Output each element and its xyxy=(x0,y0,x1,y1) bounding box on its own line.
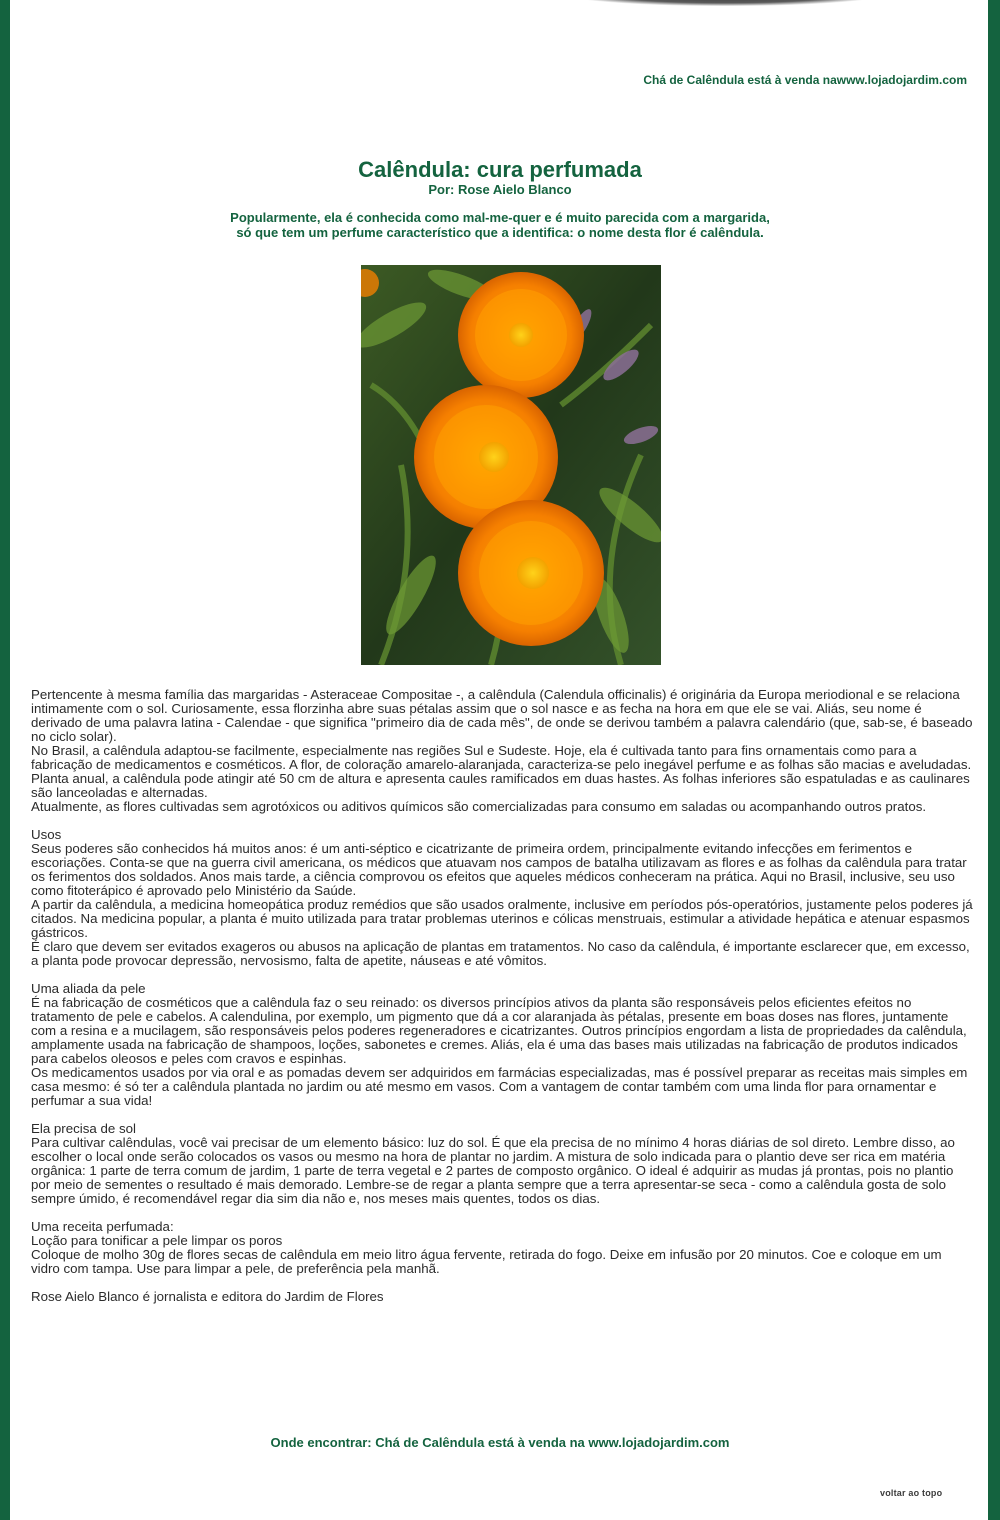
article-paragraph: Usos xyxy=(31,827,62,842)
intro-line: só que tem um perfume característico que a identifica: o nome desta flor é calêndula. xyxy=(236,225,764,240)
article-paragraph: Para cultivar calêndulas, você vai precisar de um elemento básico: luz do sol. É que ela precisa de no mínimo 4 horas diárias de sol direto. Lembre disso, ao escolher o local onde serão colocados os vasos ou mesmo na hora de plantar no jardim. A mistura de solo indicada para o plantio deve ser rica em matéria orgânica: 1 parte de terra comum de jardim, 1 parte de terra vegetal e 2 partes de composto orgânico. O ideal é adquirir as mudas já prontas, pois no plantio por meio de sementes o resultado é mais demorado. Lembre-se de regar a planta sempre que a terra apresentar-se seca - como a calêndula gosta de solo sempre úmido, é recomendável regar dia sim dia não e, nos meses mais quentes, todos os dias. xyxy=(31,1135,955,1206)
article-paragraph: A partir da calêndula, a medicina homeopática produz remédios que são usados oralmente, inclusive em períodos pós-operatórios, justamente pelos poderes já citados. Na medicina popular, a planta é muito utilizada para tratar problemas uterinos e cólicas menstruais, estimular a atividade hepática e atenuar espasmos gástricos. xyxy=(31,897,973,940)
article-paragraph: Uma receita perfumada: xyxy=(31,1219,174,1234)
page-title: Calêndula: cura perfumada xyxy=(358,157,642,182)
article-paragraph: Pertencente à mesma família das margaridas - Asteraceae Compositae -, a calêndula (Calendula officinalis) é originária da Europa meriodional e se relaciona intimamente com o sol. Curiosamente, essa florzinha abre suas pétalas assim que o sol nasce e as fecha na hora em que ele se vai. Aliás, seu nome é derivado de uma palavra latina - Calendae - que significa "primeiro dia de cada mês", de onde se derivou também a palavra calendário (que, sab-se, é baseado no ciclo solar). xyxy=(31,687,973,744)
paragraph-spacer xyxy=(31,814,973,828)
article-paragraph: Ela precisa de sol xyxy=(31,1121,136,1136)
calendula-flowers-image xyxy=(361,265,661,665)
article-paragraph: Coloque de molho 30g de flores secas de calêndula em meio litro água fervente, retirada do fogo. Deixe em infusão por 20 minutos. Coe e coloque em um vidro com tampa. Use para limpar a pele, de preferência pela manhã. xyxy=(31,1247,942,1276)
store-link[interactable]: Chá de Calêndula está à venda nawww.lojadojardim.com xyxy=(643,73,967,87)
article-paragraph: É claro que devem ser evitados exageros ou abusos na aplicação de plantas em tratamentos. No caso da calêndula, é importante esclarecer que, em excesso, a planta pode provocar depressão, nervosismo, falta de apetite, náuseas e até vômitos. xyxy=(31,939,970,968)
calendula-photo xyxy=(361,265,661,665)
paragraph-spacer xyxy=(31,1108,973,1122)
article-paragraph: Uma aliada da pele xyxy=(31,981,146,996)
article-paragraph: É na fabricação de cosméticos que a calêndula faz o seu reinado: os diversos princípios ativos da planta são responsáveis pelos eficientes efeitos no tratamento de pele e cabelos. A calendulina, por exemplo, um pigmento que dá a cor alaranjada às pétalas, presente em boas doses nas flores, juntamente com a resina e a mucilagem, são responsáveis pelos poderes regeneradores e cicatrizantes. Outros princípios engordam a lista de propriedades da calêndula, amplamente usada na fabricação de shampoos, loções, sabonetes e cremes. Aliás, ela é uma das bases mais utilizadas na fabricação de produtos indicados para cabelos oleosos e peles com cravos e espinhas. xyxy=(31,995,967,1066)
back-to-top-link[interactable]: voltar ao topo xyxy=(880,1488,943,1498)
intro-line: Popularmente, ela é conhecida como mal-me-quer e é muito parecida com a margarida, xyxy=(230,210,770,225)
paragraph-spacer xyxy=(31,968,973,982)
article-intro xyxy=(0,210,1000,240)
article-paragraph: Atualmente, as flores cultivadas sem agrotóxicos ou aditivos químicos são comercializadas para consumo em saladas ou acompanhando outros pratos. xyxy=(31,799,927,814)
article-header xyxy=(0,158,1000,240)
header-decoration xyxy=(560,0,890,6)
article-paragraph: No Brasil, a calêndula adaptou-se facilmente, especialmente nas regiões Sul e Sudeste. Hoje, ela é cultivada tanto para fins ornamentais como para a fabricação de medicamentos e cosméticos. A flor, de coloração amarelo-alaranjada, caracteriza-se pelo inegável perfume e as folhas são macias e aveludadas. Planta anual, a calêndula pode atingir até 50 cm de altura e apresenta caules ramificados em duas hastes. As folhas inferiores são espatuladas e as caulinares são lanceoladas e alternadas. xyxy=(31,743,972,800)
paragraph-spacer xyxy=(31,1206,973,1220)
article-paragraph: Rose Aielo Blanco é jornalista e editora do Jardim de Flores xyxy=(31,1289,384,1304)
author-byline: Por: Rose Aielo Blanco xyxy=(428,182,572,197)
article-paragraph: Seus poderes são conhecidos há muitos anos: é um anti-séptico e cicatrizante de primeira ordem, principalmente evitando infecções em ferimentos e escoriações. Conta-se que na guerra civil americana, os médicos que atuavam nos campos de batalha utilizavam as flores e as folhas da calêndula para tratar os ferimentos dos soldados. Anos mais tarde, a ciência comprovou os efeitos que aqueles médicos conheceram na prática. Aqui no Brasil, inclusive, seu uso como fitoterápico é aprovado pelo Ministério da Saúde. xyxy=(31,841,967,898)
article-body xyxy=(31,688,973,1304)
paragraph-spacer xyxy=(31,1276,973,1290)
where-to-find-link[interactable]: Onde encontrar: Chá de Calêndula está à venda na www.lojadojardim.com xyxy=(270,1435,730,1450)
article-paragraph: Loção para tonificar a pele limpar os poros xyxy=(31,1233,283,1248)
article-paragraph: Os medicamentos usados por via oral e as pomadas devem ser adquiridos em farmácias especializadas, mas é possível preparar as receitas mais simples em casa mesmo: é só ter a calêndula plantada no jardim ou até mesmo em vasos. Com a vantagem de contar também com uma linda flor para ornamentar e perfumar a sua vida! xyxy=(31,1065,968,1108)
